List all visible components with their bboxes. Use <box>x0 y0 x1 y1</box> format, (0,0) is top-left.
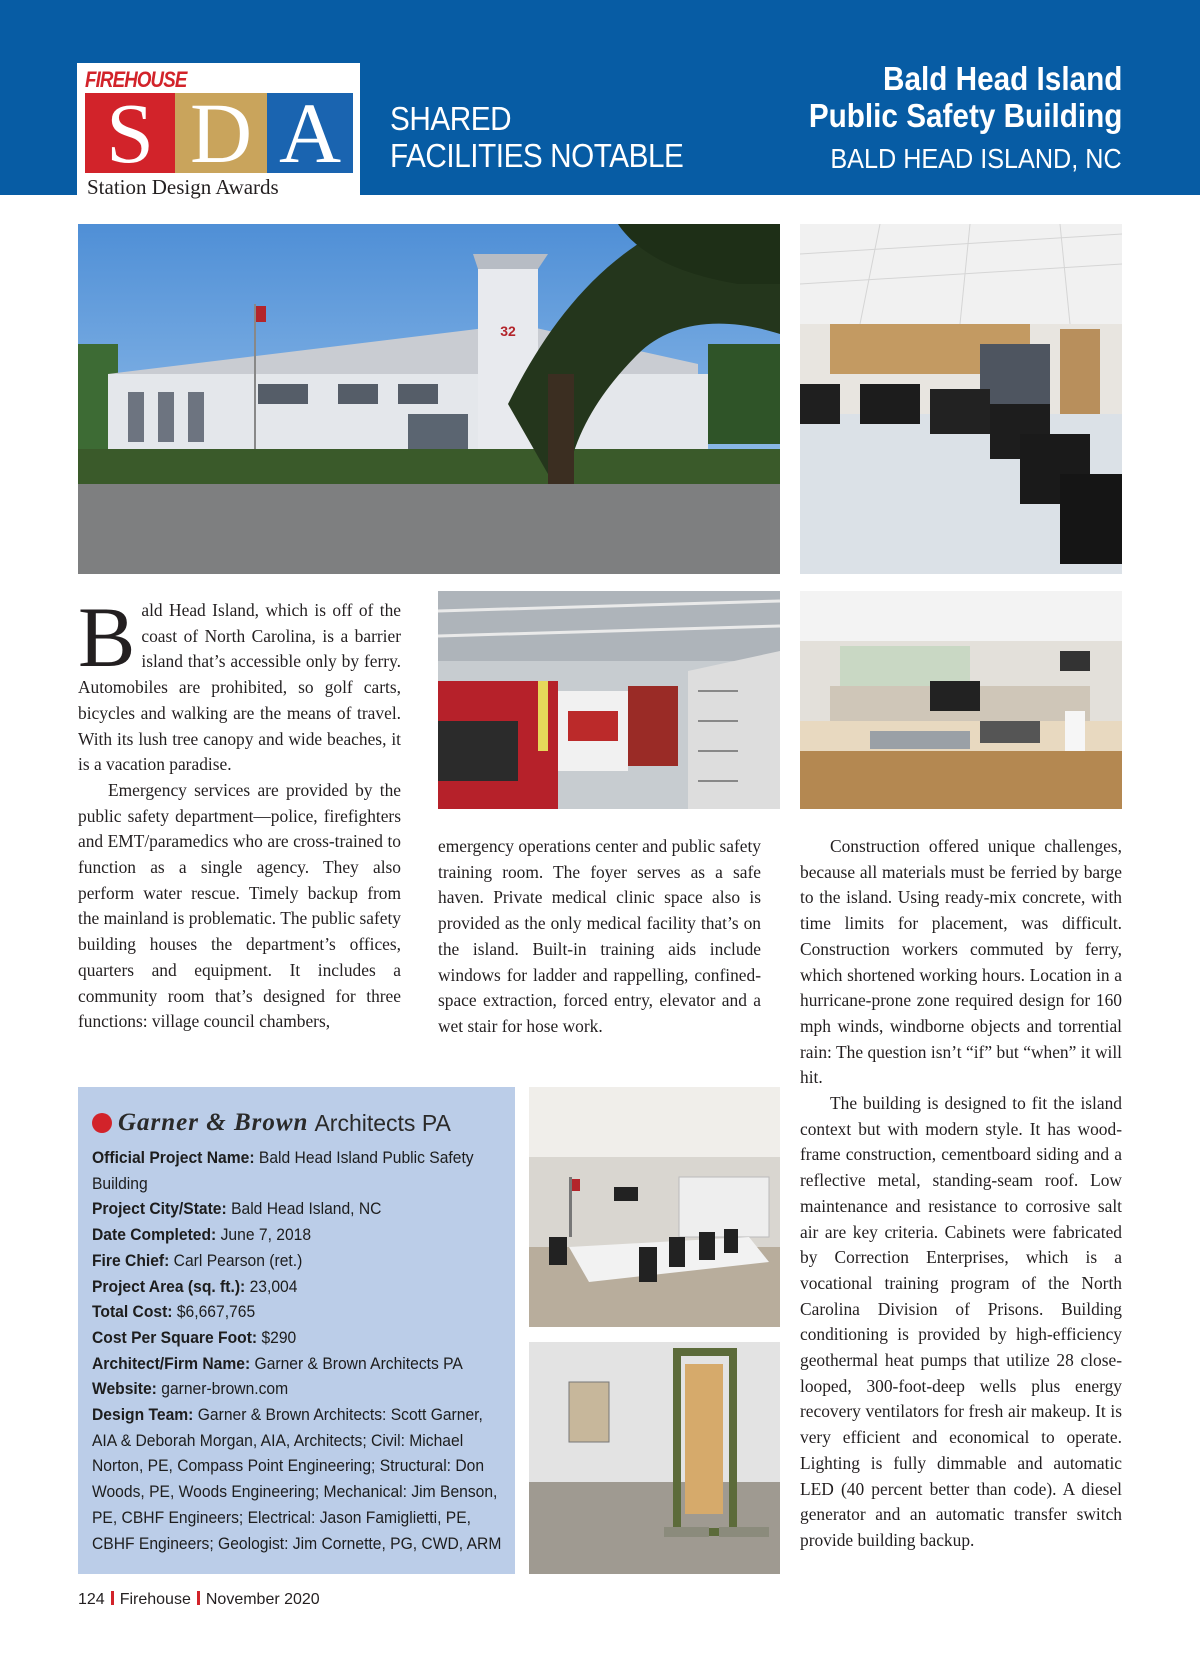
firm-name: Garner & Brown <box>118 1109 309 1136</box>
fact-value: garner-brown.com <box>156 1379 289 1399</box>
logo-letter-d: D <box>175 93 267 173</box>
fact-row <box>92 1274 501 1300</box>
magazine-name: Firehouse <box>119 1591 191 1608</box>
fact-label: Official Project Name: <box>92 1148 255 1167</box>
award-category <box>390 100 683 174</box>
page-number: 124 <box>78 1591 105 1608</box>
article-column-1 <box>78 589 401 1035</box>
firm-header <box>92 1107 501 1139</box>
article-paragraph-2: Emergency services are provided by the public safety department—police, firefighters and EMT/paramedics who are cross-trained to function as a single agency. They also perform water rescue. Timely backup from the mainland is problematic. The public safety building houses the department’s offices, quarters and equipment. It includes a community room that’s designed for three functions: village council chambers, <box>78 779 401 1032</box>
article-paragraph-3: emergency operations center and public safety training room. The foyer serves as a safe haven. Private medical clinic space also is provided as the only medical facility that’s on the island. Built-in training aids include windows for ladder and rappelling, confined-space extraction, forced entry, elevator and a wet stair for hose work. <box>438 836 761 1036</box>
fact-label: Architect/Firm Name: <box>92 1353 251 1373</box>
fact-value: Garner & Brown Architects: Scott Garner, AIA & Deborah Morgan, AIA, Architects; Civil: Michael Norton, PE, Compass Point Engineering; Structural: Don Woods, PE, Woods Engineering; Mechanical: Jim Benson, PE, CBHF Engineers; Electrical: Jason Famiglietti, PE, CBHF Engineers; Geologist: Jim Cornette, PG, CWD, ARM <box>92 1405 502 1553</box>
fact-value: Garner & Brown Architects PA <box>250 1353 463 1373</box>
fact-row <box>92 1196 501 1222</box>
fact-value: Bald Head Island Public Safety Building <box>92 1148 474 1193</box>
fact-label: Project City/State: <box>92 1199 227 1219</box>
article-paragraph-1 <box>78 589 401 778</box>
photo-kitchen <box>800 591 1122 809</box>
fact-row <box>92 1325 501 1351</box>
article-paragraph-1-text: ald Head Island, which is off of the coast of North Carolina, is a barrier island that’s accessible only by ferry. Automobiles are prohibited, so golf carts, bicycles and walking are the means of travel. With its lush tree canopy and wide beaches, it is a vacation paradise. <box>78 600 401 775</box>
fact-row <box>92 1402 501 1556</box>
fact-label: Website: <box>92 1379 157 1399</box>
logo-letters <box>85 85 353 181</box>
fact-value: $6,667,765 <box>172 1302 256 1322</box>
fact-row <box>92 1376 501 1402</box>
fact-label: Design Team: <box>92 1405 194 1425</box>
photo-community-room <box>529 1087 780 1327</box>
article-column-3 <box>800 834 1122 1554</box>
photo-training-prop <box>529 1342 780 1574</box>
award-category-line2: FACILITIES NOTABLE <box>390 137 684 174</box>
fact-row <box>92 1248 501 1274</box>
project-location: BALD HEAD ISLAND, NC <box>830 143 1122 174</box>
fact-value: 23,004 <box>245 1276 298 1296</box>
project-title-line2: Public Safety Building <box>808 97 1122 134</box>
fact-label: Total Cost: <box>92 1302 173 1322</box>
page-footer <box>78 1591 320 1609</box>
sda-logo <box>77 63 360 201</box>
fact-row <box>92 1222 501 1248</box>
logo-subtitle: Station Design Awards <box>87 175 279 199</box>
fact-row <box>92 1351 501 1377</box>
photo-exterior <box>78 224 780 574</box>
fact-label: Date Completed: <box>92 1225 217 1245</box>
fact-row <box>92 1299 501 1325</box>
logo-letter-a: A <box>267 93 353 173</box>
photo-apparatus-bay <box>438 591 780 809</box>
logo-letter-s: S <box>85 93 175 173</box>
award-category-line1: SHARED <box>390 100 512 137</box>
project-facts <box>92 1145 501 1556</box>
fact-value: Bald Head Island, NC <box>226 1199 382 1219</box>
fact-value: June 7, 2018 <box>216 1225 312 1245</box>
drop-cap: B <box>78 589 136 685</box>
project-info-box <box>78 1087 515 1574</box>
firm-logo-dot-icon <box>92 1113 112 1133</box>
footer-divider <box>111 1591 114 1605</box>
tower-number: 32 <box>500 323 516 339</box>
article-column-2 <box>438 834 761 1040</box>
fact-row <box>92 1145 501 1196</box>
fact-value: Carl Pearson (ret.) <box>169 1250 303 1270</box>
fact-value: $290 <box>257 1327 297 1347</box>
project-title-line1: Bald Head Island <box>882 60 1122 97</box>
fact-label: Project Area (sq. ft.): <box>92 1276 246 1296</box>
issue-date: November 2020 <box>205 1591 320 1608</box>
fact-label: Fire Chief: <box>92 1250 170 1270</box>
firm-name-suffix: Architects PA <box>314 1109 451 1136</box>
project-title <box>808 60 1122 134</box>
fact-label: Cost Per Square Foot: <box>92 1327 258 1347</box>
article-paragraph-5: The building is designed to fit the island context but with modern style. It has wood-frame construction, cementboard siding and a reflective metal, standing-seam roof. Low maintenance and resistance to corrosive salt air are key criteria. Cabinets were fabricated by Correction Enterprises, which is a vocational training program of the North Carolina Division of Prisons. Building conditioning is provided by high-efficiency geothermal heat pumps that utilize 28 close-looped, 300-foot-deep wells plus energy recovery ventilators for fresh air makeup. It is very efficient and economical to operate. Lighting is fully dimmable and automatic LED (40 percent better than code). A diesel generator and an automatic transfer switch provide building backup. <box>800 1093 1122 1550</box>
footer-divider <box>197 1591 200 1605</box>
logo-firehouse-wordmark: FIREHOUSE <box>85 67 187 92</box>
photo-dayroom <box>800 224 1122 574</box>
article-paragraph-4: Construction offered unique challenges, because all materials must be ferried by barge to the island. Using ready-mix concrete, with time limits for placement, was difficult. Construction workers commuted by ferry, which shortened working hours. Location in a hurricane-prone zone required design for 160 mph winds, windborne objects and torrential rain: The question isn’t “if” but “when” it will hit. <box>800 836 1122 1088</box>
